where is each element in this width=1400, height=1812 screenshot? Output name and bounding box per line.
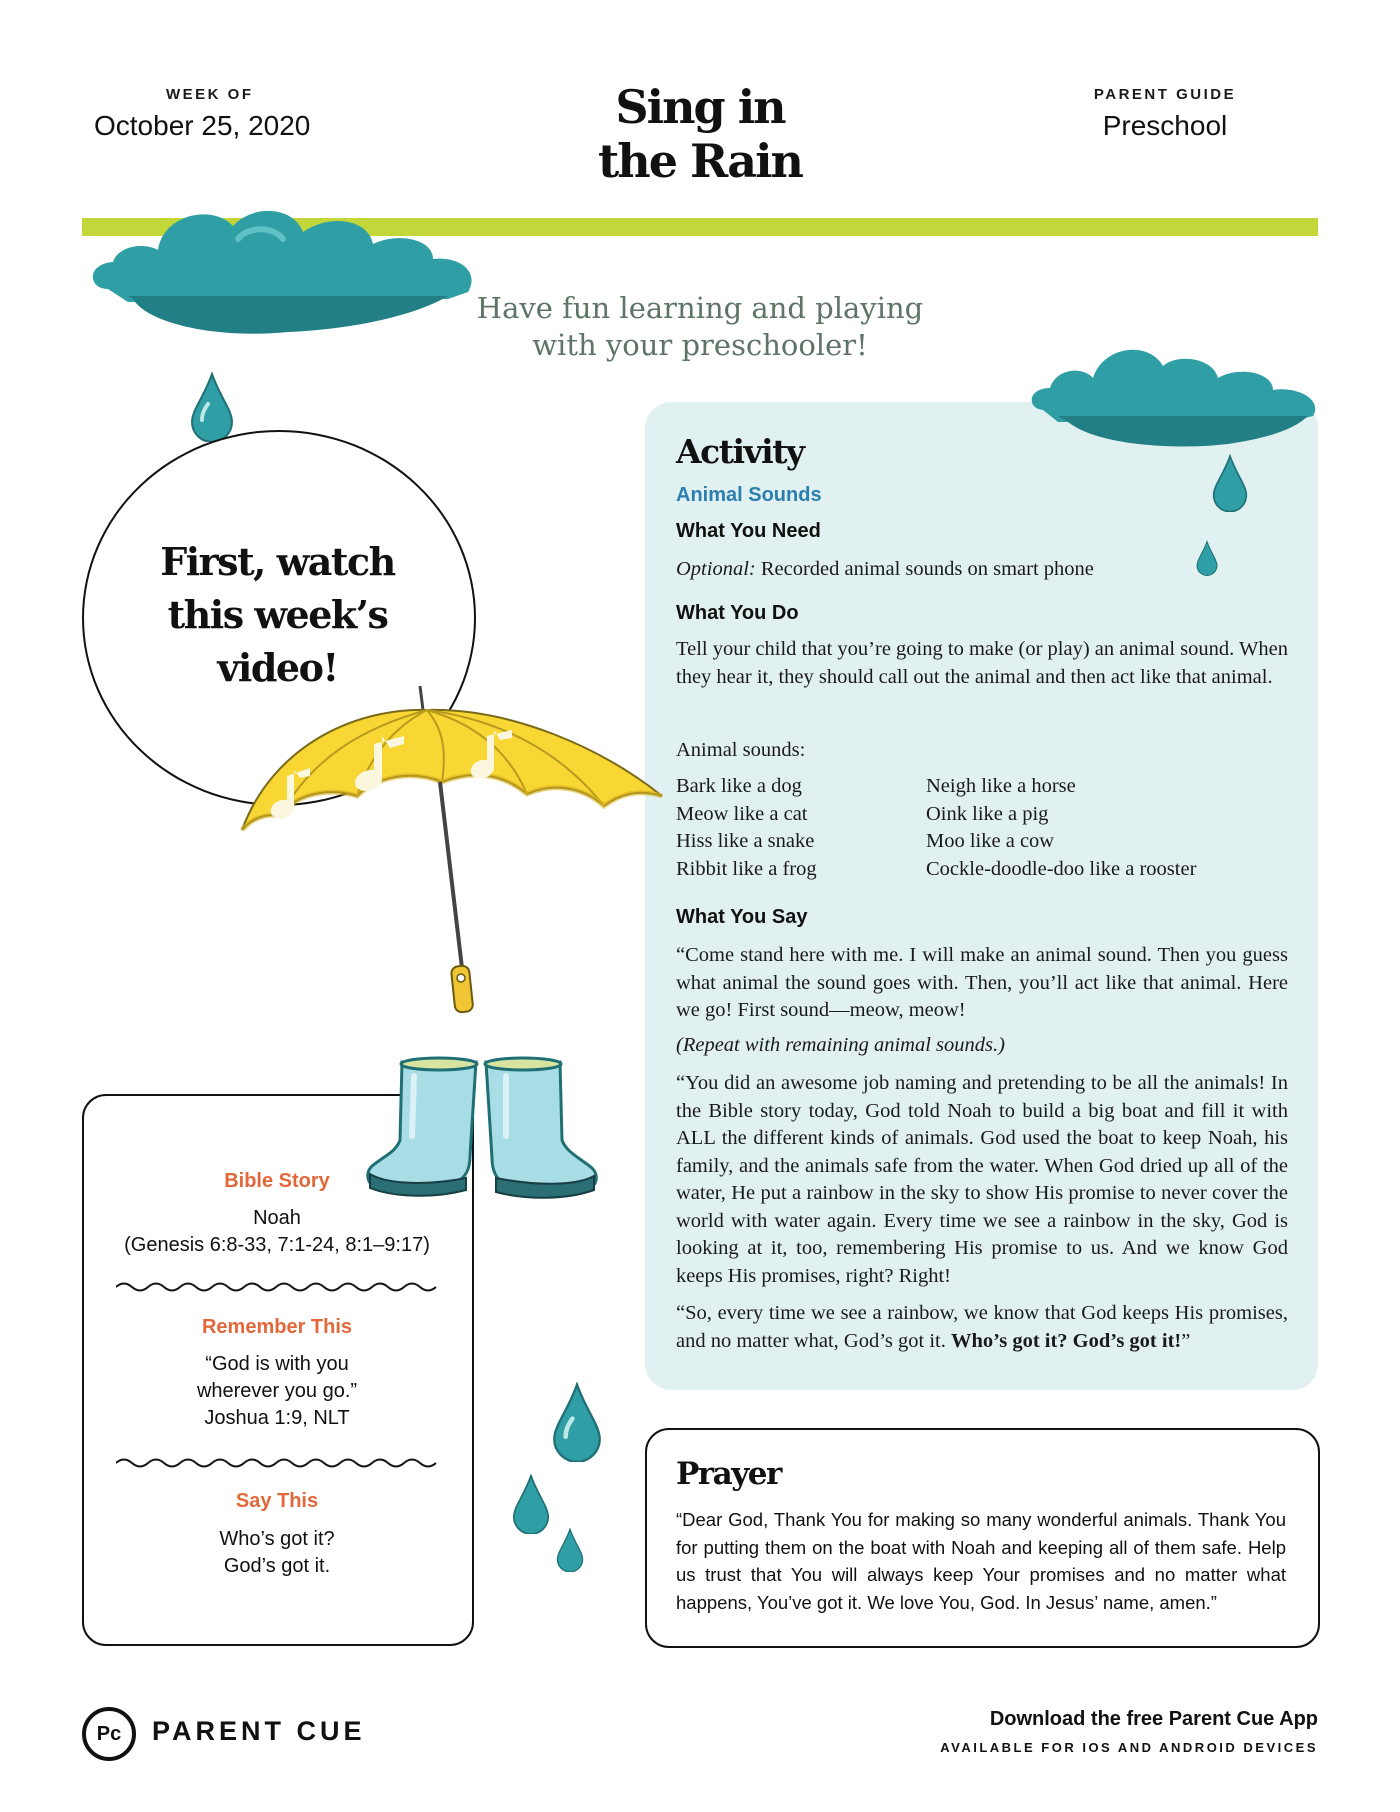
bible-story-heading: Bible Story xyxy=(224,1170,330,1192)
raindrop-icon xyxy=(552,1382,602,1462)
raindrop-icon xyxy=(512,1474,550,1534)
what-you-say-heading: What You Say xyxy=(676,906,808,928)
umbrella-icon xyxy=(232,678,672,1038)
week-of-label: WEEK OF xyxy=(166,86,254,103)
what-you-say-paragraph-3: “So, every time we see a rainbow, we know that God keeps His promises, and no matter what, God’s got it. Who’s got it? God’s got it!” xyxy=(676,1302,1288,1352)
list-item: Moo like a cow xyxy=(926,830,1055,852)
list-item: Cockle-doodle-doo like a rooster xyxy=(926,857,1197,880)
what-you-say-note: (Repeat with remaining animal sounds.) xyxy=(676,1034,1005,1056)
what-you-do-text: Tell your child that you’re going to make (or play) an animal sound. When they hear it, they should call out the animal and then act like that animal. xyxy=(676,638,1288,688)
raindrop-icon xyxy=(1212,454,1248,512)
list-item: Hiss like a snake xyxy=(676,830,815,852)
memory-verse-line-2: wherever you go.” xyxy=(196,1380,358,1402)
video-callout-text: First, watch this week’s video! xyxy=(160,539,395,690)
animal-sounds-label: Animal sounds: xyxy=(676,739,806,761)
rain-boots-icon xyxy=(366,1056,606,1204)
animal-sounds-list-right xyxy=(926,773,1196,883)
wavy-divider xyxy=(116,1280,442,1294)
wavy-divider xyxy=(116,1456,442,1470)
guide-level: Preschool xyxy=(1102,110,1228,141)
say-this-heading: Say This xyxy=(235,1490,319,1512)
activity-title: Activity xyxy=(676,432,804,471)
prayer-title: Prayer xyxy=(676,1456,781,1492)
app-download-title[interactable]: Download the free Parent Cue App xyxy=(989,1708,1318,1730)
raindrop-icon xyxy=(556,1528,584,1572)
memory-verse-reference: Joshua 1:9, NLT xyxy=(204,1407,350,1429)
raindrop-icon xyxy=(190,372,234,442)
cloud-icon xyxy=(1028,338,1328,458)
list-item: Meow like a cat xyxy=(676,802,808,825)
parent-cue-logo-icon: Pc xyxy=(82,1707,136,1761)
what-you-do-heading: What You Do xyxy=(676,602,799,624)
remember-this-heading: Remember This xyxy=(201,1316,353,1338)
parent-guide-label: PARENT GUIDE xyxy=(1093,86,1237,103)
what-you-say-paragraph-2: “You did an awesome job naming and pretending to be all the animals! In the Bible story today, God told Noah to build a big boat and fill it with ALL the different kinds of animals. God used the boat to keep Noah, his family, and the animals safe from the water. When God dried up all of the water, He put a rainbow in the sky to show His promise to never cover the world with water again. Every time we see a rainbow in the sky, God is looking at it, too, remembering His promise to us. And we know God keeps His promises, right? Right! xyxy=(676,1072,1288,1287)
bible-story-name: Noah xyxy=(253,1207,301,1229)
tagline: Have fun learning and playing with your preschooler! xyxy=(476,291,924,362)
app-availability: AVAILABLE FOR IOS AND ANDROID DEVICES xyxy=(940,1740,1318,1755)
activity-subtitle: Animal Sounds xyxy=(676,484,822,506)
list-item: Bark like a dog xyxy=(676,775,802,797)
page-title: Sing in the Rain xyxy=(598,80,802,188)
memory-verse-line-1: “God is with you xyxy=(205,1353,349,1375)
list-item: Ribbit like a frog xyxy=(676,857,817,880)
list-item: Oink like a pig xyxy=(926,802,1049,825)
what-you-say-paragraph-1: “Come stand here with me. I will make an animal sound. Then you guess what animal the sound goes with. Then, you’ll act like that animal. Here we go! First sound—meow, meow! xyxy=(676,944,1288,1021)
what-you-need-heading: What You Need xyxy=(676,520,821,542)
animal-sounds-list-left xyxy=(676,773,817,883)
say-this-line-2: God’s got it. xyxy=(223,1555,331,1577)
prayer-text: “Dear God, Thank You for making so many wonderful animals. Thank You for putting them on the boat with Noah and keeping all of them safe. Help us trust that You will always keep Your promises and no matter what happens, You’ve got it. We love You, God. In Jesus’ name, amen.” xyxy=(676,1509,1286,1613)
cloud-icon xyxy=(88,204,488,354)
what-you-need-text: Optional: Recorded animal sounds on smart phone xyxy=(676,558,1094,580)
bible-story-reference: (Genesis 6:8-33, 7:1-24, 8:1–9:17) xyxy=(124,1234,430,1256)
parent-cue-wordmark: PARENT CUE xyxy=(152,1716,366,1746)
say-this-line-1: Who’s got it? xyxy=(219,1528,335,1550)
list-item: Neigh like a horse xyxy=(926,775,1076,797)
week-date: October 25, 2020 xyxy=(94,110,311,141)
